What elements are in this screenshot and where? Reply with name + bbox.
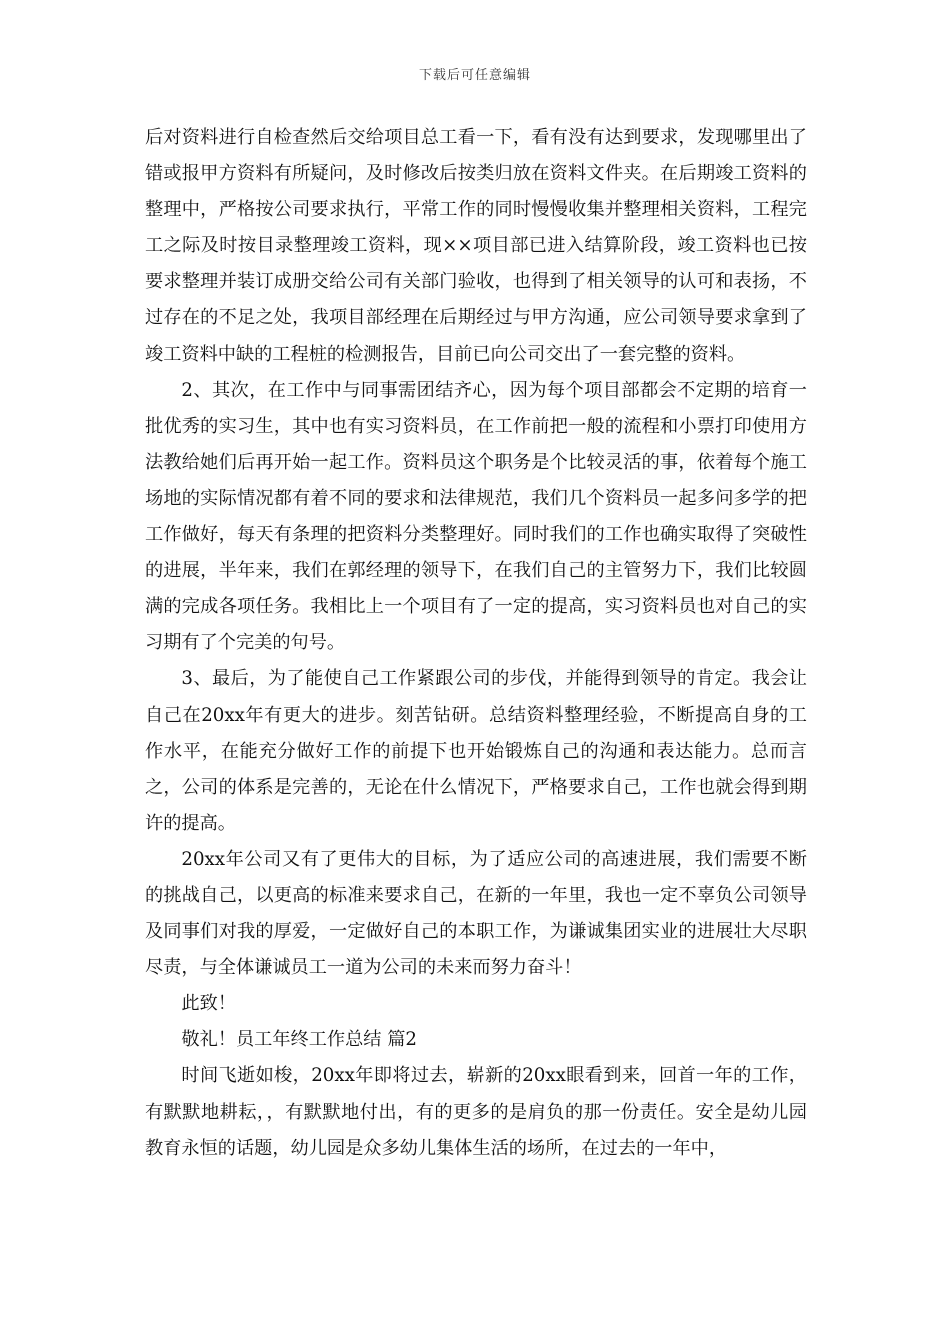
paragraph-closing-and-section-title: 敬礼！员工年终工作总结 篇2 [181, 1029, 417, 1051]
paragraph-section-two-intro: 时间飞逝如梭，20xx年即将过去，崭新的20xx眼看到来，回首一年的工作，有默默地耕耘，，有默默地付出，有的更多的是肩负的那一份责任。安全是幼儿园教育永恒的话题，幼儿园是众多幼儿集体生活的场所，在过去的一年中， [145, 1065, 807, 1159]
paragraph-second-point: 2、其次，在工作中与同事需团结齐心，因为每个项目部都会不定期的培育一批优秀的实习生，其中也有实习资料员，在工作前把一般的流程和小票打印使用方法教给她们后再开始一起工作。资料员这个职务是个比较灵活的事，依着每个施工场地的实际情况都有着不同的要求和法律规范，我们几个资料员一起多问多学的把工作做好，每天有条理的把资料分类整理好。同时我们的工作也确实取得了突破性的进展，半年来，我们在郭经理的领导下，在我们自己的主管努力下，我们比较圆满的完成各项任务。我相比上一个项目有了一定的提高，实习资料员也对自己的实习期有了个完美的句号。 [145, 379, 807, 654]
paragraph-continuation: 后对资料进行自检查然后交给项目总工看一下，看有没有达到要求，发现哪里出了错或报甲方资料有所疑问，及时修改后按类归放在资料文件夹。在后期竣工资料的整理中，严格按公司要求执行，平常工作的同时慢慢收集并整理相关资料，工程完工之际及时按目录整理竣工资料，现××项目部已进入结算阶段，竣工资料也已按要求整理并装订成册交给公司有关部门验收，也得到了相关领导的认可和表扬，不过存在的不足之处，我项目部经理在后期经过与甲方沟通，应公司领导要求拿到了竣工资料中缺的工程桩的检测报告，目前已向公司交出了一套完整的资料。 [145, 127, 807, 365]
document-body [145, 120, 807, 1167]
page-header: 下载后可任意编辑 [418, 68, 531, 83]
paragraph-outlook: 20xx年公司又有了更伟大的目标，为了适应公司的高速进展，我们需要不断的挑战自己，以更高的标准来要求自己，在新的一年里，我也一定不辜负公司领导及同事们对我的厚爱，一定做好自己的本职工作，为谦诚集团实业的进展壮大尽职尽责，与全体谦诚员工一道为公司的未来而努力奋斗！ [145, 848, 807, 979]
paragraph-third-point: 3、最后，为了能使自己工作紧跟公司的步伐，并能得到领导的肯定。我会让自己在20xx年有更大的进步。刻苦钻研。总结资料整理经验，不断提高自身的工作水平，在能充分做好工作的前提下也开始锻炼自己的沟通和表达能力。总而言之，公司的体系是完善的，无论在什么情况下，严格要求自己，工作也就会得到期许的提高。 [145, 668, 807, 834]
paragraph-salutation: 此致！ [181, 993, 236, 1015]
